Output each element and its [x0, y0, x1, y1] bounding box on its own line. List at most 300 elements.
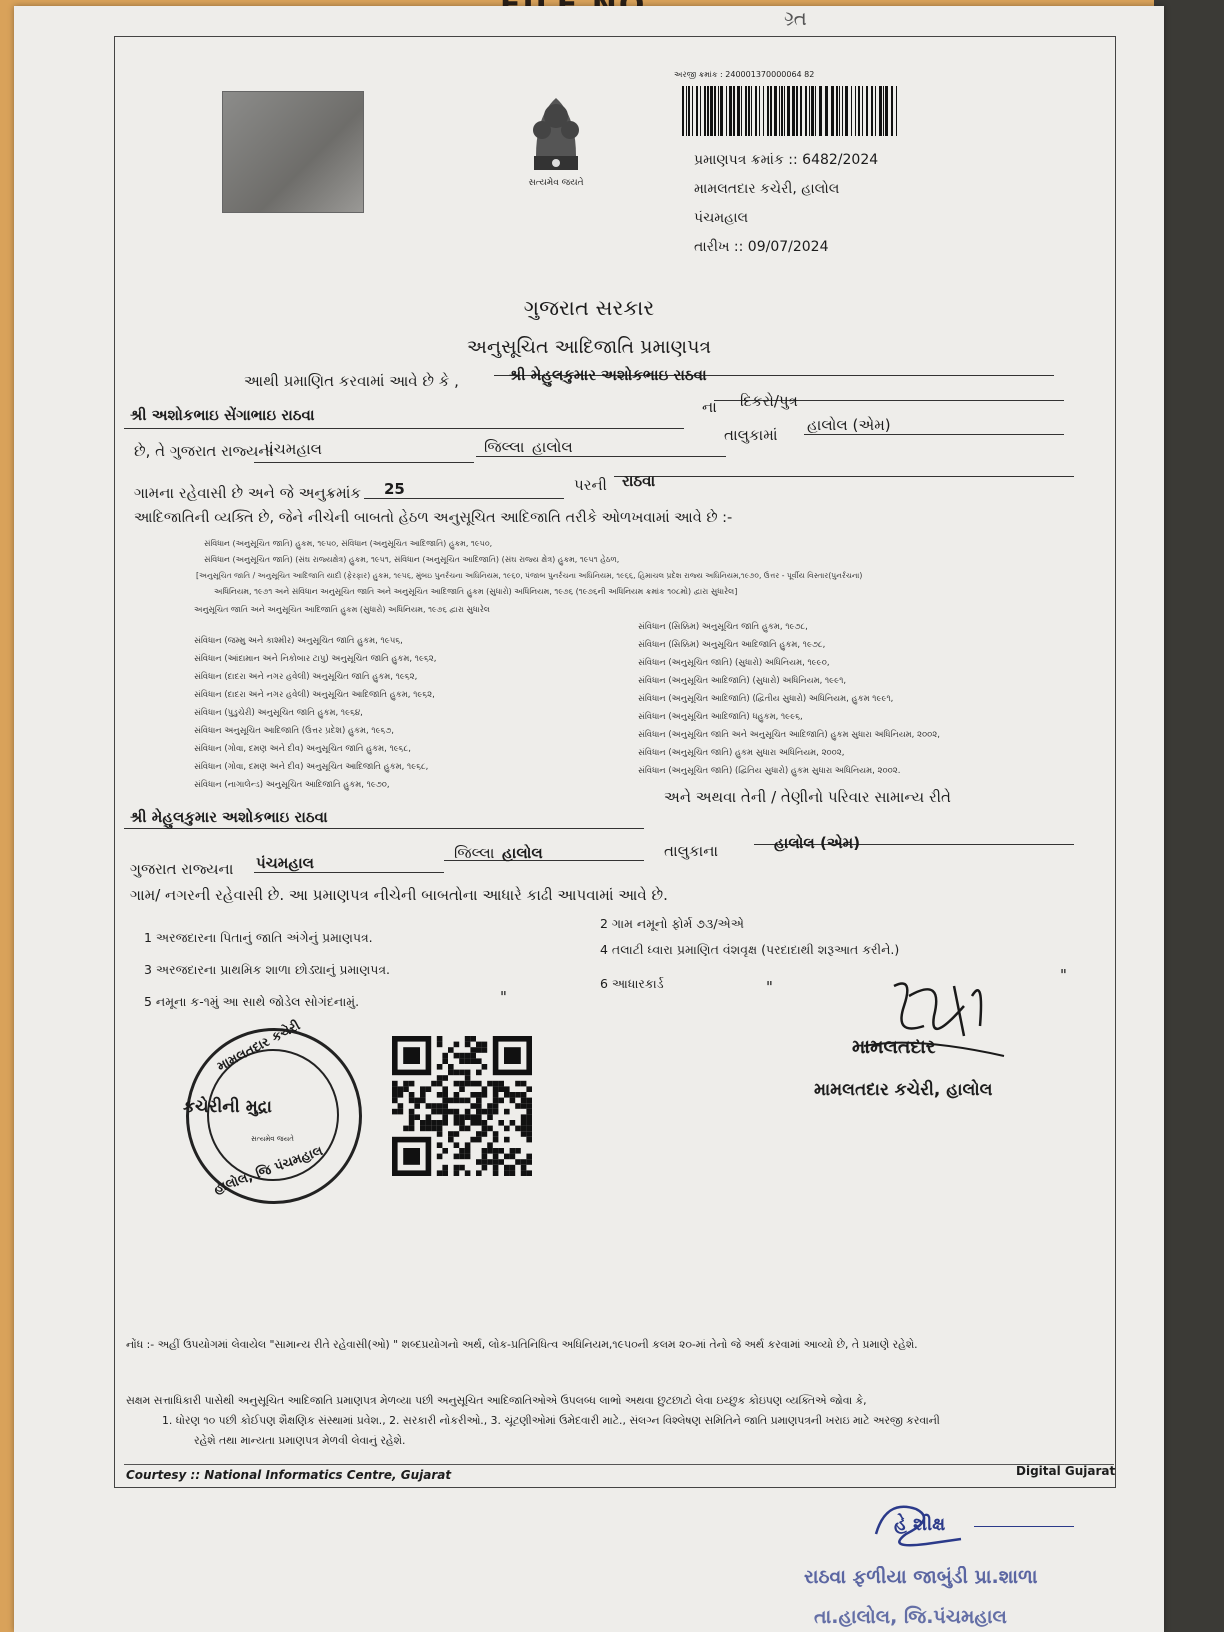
barcode-bar: [855, 86, 856, 136]
stamp-top-text: મામલતદાર કચેરી: [214, 1018, 303, 1075]
qr-module: [504, 1109, 510, 1115]
qr-module: [487, 1142, 493, 1148]
doc-1: 1 અરજદારના પિતાનું જાતિ અંગેનું પ્રમાણપત્ર.: [144, 930, 373, 945]
barcode-bar: [733, 86, 735, 136]
qr-module: [437, 1170, 443, 1176]
note-3: 1. ધોરણ ૧૦ પછી કોઈપણ શૈક્ષણિક સંસ્થામાં પ્રવેશ., 2. સરકારી નોકરીઓ., 3. ચૂંટણીઓમાં ઉમેદવારી માટે., સંલગ્ન વિશ્લેષણ સમિતિને જાતિ પ્રમાણપત્રની ખરાઇ માટે અરજી કરવાની: [162, 1414, 940, 1427]
qr-module: [476, 1058, 482, 1064]
qr-module: [426, 1126, 432, 1132]
qr-module: [437, 1075, 443, 1081]
qr-module: [510, 1098, 516, 1104]
qr-module: [482, 1047, 488, 1053]
village-1: હાલોલ (એમ): [807, 416, 891, 434]
qr-module: [459, 1058, 465, 1064]
applicant-name: શ્રી મેહુલકુમાર અશોકભાઇ રાઠવા: [509, 366, 707, 384]
line3-text-c: તાલુકામાં: [724, 426, 778, 444]
qr-module: [493, 1081, 499, 1087]
barcode-bar: [686, 86, 687, 136]
ditto-1: ": [500, 988, 507, 1006]
issuing-district: પંચમહાલ: [694, 210, 749, 226]
note-1: નોંધ :- અહીં ઉપયોગમાં લેવાયેલ "સામાન્ય રીતે રહેવાસી(ઓ) " શબ્દપ્રયોગનો અર્થ, લોક-પ્રતિનિધિત્વ અધિનિયમ,૧૯૫૦ની કલમ ૨૦-માં તેનો જે અર્થ કરવામાં આવ્યો છે, તે પ્રમાણે રહેશે.: [126, 1338, 918, 1351]
national-emblem-icon: [516, 86, 596, 186]
residence-text-b: ગુજરાત રાજ્યના: [130, 860, 234, 878]
qr-module: [403, 1086, 409, 1092]
qr-module: [493, 1170, 499, 1176]
qr-module: [454, 1170, 460, 1176]
barcode-bar: [729, 86, 732, 136]
signature-scribble: [854, 966, 1014, 1076]
certificate-paper: [14, 6, 1164, 1632]
qr-module: [470, 1047, 476, 1053]
line3-text-a: છે, તે ગુજરાત રાજ્યના: [134, 442, 274, 460]
barcode: [682, 78, 902, 138]
barcode-bar: [767, 86, 769, 136]
legal-left-item-5: સંવિધાન (પુડુચેરી) અનુસૂચિત જાતિ હુકમ, ૧૯૬૪,: [194, 708, 363, 718]
certificate-number: પ્રમાણપત્ર ક્રમાંક :: 6482/2024: [694, 152, 879, 168]
barcode-bar: [688, 86, 690, 136]
qr-module: [521, 1170, 527, 1176]
signatory-office: મામલતદાર કચેરી, હાલોલ: [814, 1080, 993, 1100]
endorsement-sig-text: હે શીક્ષ: [894, 1514, 946, 1535]
qr-module: [498, 1159, 504, 1165]
issuing-office: મામલતદાર કચેરી, હાલોલ: [694, 181, 840, 197]
barcode-bar: [805, 86, 807, 136]
barcode-bar: [682, 86, 684, 136]
line3-taluka-line: [476, 436, 726, 457]
line2-na: ના: [702, 398, 717, 416]
barcode-bar: [836, 86, 838, 136]
qr-code: [392, 1036, 532, 1176]
qr-module: [409, 1114, 415, 1120]
caste: રાઠવા: [622, 472, 656, 490]
qr-module: [482, 1064, 488, 1070]
qr-module: [454, 1142, 460, 1148]
qr-module: [493, 1148, 499, 1154]
qr-module: [521, 1126, 527, 1132]
qr-module: [493, 1154, 499, 1160]
qr-module: [409, 1109, 415, 1115]
legal-line-4: અધિનિયમ, ૧૯૭૧ અને સંવિધાન અનુસૂચિત જાતિ અને અનુસૂચિત આદિજાતિ હુકમ (સુધારો) અધિનિયમ, ૧૯૭૬ (૧૯૭૬ની અધિનિયમ ક્રમાંક ૧૦૮મો) દ્વારા સુધારેલ]: [214, 587, 738, 596]
barcode-bar: [796, 86, 798, 136]
barcode-bar: [866, 86, 868, 136]
qr-module: [420, 1086, 426, 1092]
qr-module: [526, 1170, 532, 1176]
qr-module: [487, 1159, 493, 1165]
qr-module: [426, 1120, 432, 1126]
qr-module: [403, 1081, 409, 1087]
qr-module: [504, 1086, 510, 1092]
qr-module: [454, 1042, 460, 1048]
qr-module: [521, 1165, 527, 1171]
qr-module: [437, 1081, 443, 1087]
qr-module: [454, 1165, 460, 1171]
legal-left-item-6: સંવિધાન અનુસૂચિત આદિજાતિ (ઉત્તર પ્રદેશ) હુકમ, ૧૯૬૭,: [194, 726, 395, 736]
qr-module: [526, 1131, 532, 1137]
qr-module: [409, 1081, 415, 1087]
barcode-bar: [891, 86, 893, 136]
qr-module: [470, 1137, 476, 1143]
qr-module: [448, 1047, 454, 1053]
qr-module: [437, 1131, 443, 1137]
qr-module: [498, 1148, 504, 1154]
qr-module: [487, 1081, 493, 1087]
barcode-bar: [748, 86, 750, 136]
qr-module: [504, 1165, 510, 1171]
qr-module: [454, 1131, 460, 1137]
line4-caste-line: [614, 456, 1074, 477]
legal-right-item-7: સંવિધાન (અનુસૂચિત જાતિ અને અનુસૂચિત આદિજાતિ) હુકમ સુધારા અધિનિયમ, ૨૦૦૨,: [638, 730, 940, 740]
barcode-bar: [879, 86, 882, 136]
residence-name: શ્રી મેહુલકુમાર અશોકભાઇ રાઠવા: [130, 808, 328, 826]
barcode-bar: [779, 86, 780, 136]
qr-module: [482, 1154, 488, 1160]
qr-module: [437, 1103, 443, 1109]
qr-module: [392, 1092, 398, 1098]
qr-module: [409, 1098, 415, 1104]
qr-module: [442, 1170, 448, 1176]
qr-module: [470, 1114, 476, 1120]
qr-module: [414, 1098, 420, 1104]
qr-module: [465, 1114, 471, 1120]
qr-module: [470, 1036, 476, 1042]
qr-module: [515, 1159, 521, 1165]
qr-module: [515, 1081, 521, 1087]
qr-module: [437, 1042, 443, 1048]
qr-module: [487, 1114, 493, 1120]
qr-module: [482, 1159, 488, 1165]
legal-line-5: અનુસૂચિત જાતિ અને અનુસૂચિત આદિજાતિ હુકમ (સુધારો) અધિનિયમ, ૧૯૭૬ દ્વારા સુધારેલ: [194, 605, 490, 614]
barcode-bar: [707, 86, 709, 136]
qr-module: [504, 1154, 510, 1160]
qr-module: [454, 1114, 460, 1120]
qr-module: [510, 1148, 516, 1154]
qr-module: [476, 1170, 482, 1176]
qr-module: [476, 1109, 482, 1115]
district-1: પંચમહાલ: [264, 440, 323, 458]
qr-module: [465, 1148, 471, 1154]
qr-module: [454, 1070, 460, 1076]
qr-module: [465, 1042, 471, 1048]
qr-finder: [504, 1047, 521, 1064]
qr-module: [465, 1126, 471, 1132]
qr-module: [521, 1159, 527, 1165]
note-2: સક્ષમ સત્તાધિકારી પાસેથી અનુસૂચિત આદિજાતિ પ્રમાણપત્ર મેળવ્યા પછી અનુસૂચિત આદિજાતિઓએ ઉપલબ્ધ લાભો અથવા છુટછાટો લેવા ઇચ્છુક કોઇપણ વ્યક્તિએ જોવા કે,: [126, 1394, 867, 1407]
qr-module: [465, 1098, 471, 1104]
barcode-bar: [800, 86, 802, 136]
qr-module: [454, 1081, 460, 1087]
qr-module: [459, 1098, 465, 1104]
barcode-bar: [819, 86, 822, 136]
qr-module: [521, 1098, 527, 1104]
barcode-bar: [858, 86, 860, 136]
doc-6: 6 આધારકાર્ડ: [600, 976, 664, 991]
legal-line-2: સંવિધાન (અનુસૂચિત જાતિ) (સંઘ રાજ્યક્ષેત્ર) હુકમ, ૧૯૫૧, સંવિધાન (અનુસૂચિત આદિજાતિ) (સંઘ રાજ્ય ક્ષેત્ર) હુકમ, ૧૯૫૧ હેઠળ,: [204, 555, 620, 564]
qr-module: [498, 1098, 504, 1104]
legal-right-item-4: સંવિધાન (અનુસૂચિત આદિજાતિ) (સુધારો) અધિનિયમ, ૧૯૯૧,: [638, 676, 847, 686]
relation: દિકરો/પુત્ર: [740, 392, 798, 410]
qr-module: [526, 1086, 532, 1092]
legal-left-item-3: સંવિધાન (દાદરા અને નગર હવેલી) અનુસૂચિત જાતિ હુકમ, ૧૯૬૨,: [194, 672, 418, 682]
barcode-bar: [710, 86, 713, 136]
qr-module: [493, 1137, 499, 1143]
qr-module: [431, 1103, 437, 1109]
qr-module: [437, 1142, 443, 1148]
qr-module: [459, 1081, 465, 1087]
qr-module: [526, 1103, 532, 1109]
qr-module: [465, 1058, 471, 1064]
qr-module: [482, 1042, 488, 1048]
qr-module: [454, 1109, 460, 1115]
qr-module: [459, 1148, 465, 1154]
qr-module: [459, 1086, 465, 1092]
qr-module: [504, 1170, 510, 1176]
qr-module: [504, 1126, 510, 1132]
qr-module: [482, 1165, 488, 1171]
father-name: શ્રી અશોકભાઇ સેંગાભાઇ રાઠવા: [130, 406, 315, 424]
qr-module: [482, 1126, 488, 1132]
qr-module: [482, 1092, 488, 1098]
qr-module: [459, 1120, 465, 1126]
qr-module: [465, 1075, 471, 1081]
qr-module: [476, 1103, 482, 1109]
qr-module: [409, 1126, 415, 1132]
certificate-title: અનુસૂચિત આદિજાતિ પ્રમાણપત્ર: [466, 336, 712, 358]
legal-right-item-3: સંવિધાન (અનુસૂચિત જાતિ) (સુધારો) અધિનિયમ, ૧૯૯૦,: [638, 658, 830, 668]
barcode-bar: [759, 86, 760, 136]
qr-module: [476, 1137, 482, 1143]
qr-module: [493, 1092, 499, 1098]
qr-module: [442, 1098, 448, 1104]
barcode-bar: [745, 86, 747, 136]
qr-module: [476, 1098, 482, 1104]
qr-module: [493, 1131, 499, 1137]
qr-module: [414, 1103, 420, 1109]
barcode-bar: [885, 86, 888, 136]
qr-module: [470, 1092, 476, 1098]
emblem-caption: સત્યમેવ જયતે: [528, 178, 584, 188]
endorsement-line: [974, 1526, 1074, 1527]
qr-module: [426, 1114, 432, 1120]
qr-module: [465, 1081, 471, 1087]
barcode-bar: [845, 86, 848, 136]
qr-module: [426, 1086, 432, 1092]
qr-module: [493, 1103, 499, 1109]
school-stamp-line1: રાઠવા ફળીયા જાબુંડી પ્રા.શાળા: [804, 1566, 1038, 1588]
qr-module: [437, 1154, 443, 1160]
line4-text-b: પરની: [574, 476, 607, 494]
qr-module: [476, 1081, 482, 1087]
qr-module: [459, 1114, 465, 1120]
barcode-bar: [851, 86, 852, 136]
barcode-bar: [784, 86, 785, 136]
qr-module: [521, 1103, 527, 1109]
qr-module: [409, 1120, 415, 1126]
taluka-1: હાલોલ: [532, 438, 573, 456]
qr-module: [437, 1120, 443, 1126]
qr-module: [510, 1170, 516, 1176]
barcode-bar: [809, 86, 810, 136]
qr-module: [476, 1092, 482, 1098]
residence-text-c: જિલ્લા: [454, 844, 495, 862]
qr-module: [392, 1098, 398, 1104]
qr-module: [476, 1047, 482, 1053]
qr-module: [414, 1114, 420, 1120]
line5-text: આદિજાતિની વ્યક્તિ છે, જેને નીચેની બાબતો હેઠળ અનુસૂચિત આદિજાતિ તરીકે ઓળખવામાં આવે છે :-: [134, 510, 733, 526]
qr-module: [420, 1126, 426, 1132]
qr-module: [482, 1120, 488, 1126]
barcode-bar: [692, 86, 693, 136]
barcode-bar: [700, 86, 701, 136]
qr-module: [493, 1109, 499, 1115]
qr-module: [448, 1109, 454, 1115]
qr-module: [470, 1081, 476, 1087]
qr-module: [459, 1126, 465, 1132]
barcode-bar: [696, 86, 698, 136]
qr-module: [442, 1165, 448, 1171]
qr-module: [515, 1092, 521, 1098]
qr-module: [470, 1120, 476, 1126]
legal-left-item-8: સંવિધાન (ગોવા, દમણ અને દીવ) અનુસૂચિત આદિજાતિ હુકમ, ૧૯૬૮,: [194, 762, 429, 772]
qr-module: [476, 1114, 482, 1120]
barcode-bar: [714, 86, 716, 136]
barcode-bar: [831, 86, 834, 136]
signatory-title: મામલતદાર: [852, 1036, 936, 1058]
barcode-bar: [763, 86, 764, 136]
qr-module: [476, 1070, 482, 1076]
qr-module: [493, 1098, 499, 1104]
legal-left-item-1: સંવિધાન (જમ્મુ અને કાશ્મીર) અનુસૂચિત જાતિ હુકમ, ૧૯૫૬,: [194, 636, 403, 646]
residence-text-a: અને અથવા તેની / તેણીનો પરિવાર સામાન્ય રીતે: [664, 788, 951, 806]
barcode-bar: [883, 86, 884, 136]
legal-list-right: [638, 618, 940, 780]
barcode-bar: [815, 86, 816, 136]
qr-module: [526, 1120, 532, 1126]
barcode-bar: [741, 86, 742, 136]
qr-module: [398, 1092, 404, 1098]
ditto-3: ": [1060, 966, 1067, 984]
legal-right-item-1: સંવિધાન (સિક્કિમ) અનુસૂચિત જાતિ હુકમ, ૧૯૭૮,: [638, 622, 808, 632]
qr-module: [510, 1165, 516, 1171]
qr-module: [465, 1070, 471, 1076]
qr-module: [487, 1126, 493, 1132]
qr-module: [515, 1103, 521, 1109]
barcode-bar: [871, 86, 873, 136]
qr-module: [420, 1092, 426, 1098]
qr-module: [470, 1103, 476, 1109]
legal-right-item-8: સંવિધાન (અનુસૂચિત જાતિ) હુકમ સુધારા અધિનિયમ, ૨૦૦૨,: [638, 748, 845, 758]
doc-5: 5 નમૂના ક-૧મું આ સાથે જોડેલ સોગંદનામું.: [144, 994, 360, 1009]
qr-module: [504, 1137, 510, 1143]
legal-line-3: [અનુસૂચિત જાતિ / અનુસૂચિત આદિજાતિ યાદી (ફેરફાર) હુકમ, ૧૯૫૬, મુંબઇ પુનર્રચના અધિનિયમ, ૧૯૬૦, પંજાબ પુનર્રચના અધિનિયમ, ૧૯૬૬, હિમાચલ પ્રદેશ રાજ્ય અધિનિયમ,૧૯૭૦, ઉત્તર - પૂર્વીય વિસ્તાર(પુનર્રચના): [196, 571, 863, 580]
qr-module: [470, 1058, 476, 1064]
qr-module: [442, 1120, 448, 1126]
qr-module: [448, 1098, 454, 1104]
qr-module: [526, 1137, 532, 1143]
issue-date: તારીખ :: 09/07/2024: [694, 239, 829, 255]
qr-module: [442, 1086, 448, 1092]
footer-digital-gujarat: Digital Gujarat: [1016, 1464, 1116, 1478]
qr-module: [431, 1126, 437, 1132]
barcode-bar: [825, 86, 828, 136]
barcode-bar: [718, 86, 719, 136]
stamp-center-text: કચેરીની મુદ્રા: [183, 1097, 272, 1117]
applicant-photo: [222, 91, 364, 213]
application-number: અરજી ક્રમાંક : 240001370000064 82: [674, 70, 815, 79]
qr-module: [476, 1120, 482, 1126]
qr-module: [521, 1131, 527, 1137]
barcode-bar: [792, 86, 795, 136]
barcode-bar: [774, 86, 777, 136]
qr-module: [493, 1159, 499, 1165]
qr-module: [459, 1165, 465, 1171]
qr-module: [442, 1148, 448, 1154]
district-2: પંચમહાલ: [256, 854, 315, 872]
school-stamp-line2: તા.હાલોલ, જિ.પંચમહાલ: [814, 1606, 1007, 1628]
qr-module: [493, 1086, 499, 1092]
qr-module: [448, 1131, 454, 1137]
residence-taluka-line: [444, 840, 644, 861]
barcode-bar: [862, 86, 863, 136]
footer-courtesy: Courtesy :: National Informatics Centre, Gujarat: [126, 1468, 452, 1482]
qr-module: [459, 1053, 465, 1059]
barcode-bar: [787, 86, 790, 136]
ditto-2: ": [766, 978, 773, 996]
qr-module: [465, 1142, 471, 1148]
government-title: ગુજરાત સરકાર: [523, 296, 655, 320]
barcode-bar: [811, 86, 814, 136]
line3-text-b: જિલ્લા: [484, 438, 525, 456]
note-4: રહેશે તથા માન્યતા પ્રમાણપત્ર મેળવી લેવાનું રહેશે.: [194, 1434, 406, 1447]
qr-module: [526, 1154, 532, 1160]
footer-divider: [124, 1464, 1114, 1465]
line4-text-a: ગામના રહેવાસી છે અને જે અનુક્રમાંક: [134, 484, 362, 502]
qr-module: [482, 1086, 488, 1092]
qr-module: [431, 1081, 437, 1087]
qr-module: [459, 1070, 465, 1076]
qr-module: [392, 1081, 398, 1087]
qr-module: [510, 1092, 516, 1098]
qr-module: [526, 1098, 532, 1104]
residence-text-e: ગામ/ નગરની રહેવાસી છે. આ પ્રમાણપત્ર નીચેની બાબતોના આધારે કાઢી આપવામાં આવે છે.: [130, 886, 668, 904]
doc-3: 3 અરજદારના પ્રાથમિક શાળા છોડ્યાનું પ્રમાણપત્ર.: [144, 962, 391, 977]
village-2: હાલોલ (એમ): [774, 834, 861, 852]
serial-number: 25: [384, 480, 405, 498]
office-stamp: [183, 1018, 362, 1204]
qr-module: [465, 1109, 471, 1115]
qr-module: [398, 1103, 404, 1109]
qr-module: [493, 1165, 499, 1171]
qr-module: [454, 1120, 460, 1126]
qr-module: [526, 1126, 532, 1132]
legal-right-item-2: સંવિધાન (સિક્કિમ) અનુસૂચિત આદિજાતિ હુકમ, ૧૯૭૮,: [638, 640, 826, 650]
qr-module: [487, 1148, 493, 1154]
qr-finder: [403, 1047, 420, 1064]
qr-module: [504, 1092, 510, 1098]
qr-module: [454, 1053, 460, 1059]
qr-module: [420, 1098, 426, 1104]
qr-module: [442, 1053, 448, 1059]
qr-module: [437, 1092, 443, 1098]
qr-module: [482, 1109, 488, 1115]
qr-module: [515, 1126, 521, 1132]
qr-module: [470, 1053, 476, 1059]
qr-module: [459, 1154, 465, 1160]
corner-handwriting: ગ્ર્ત: [784, 6, 807, 30]
doc-4: 4 તલાટી ધ્વારા પ્રમાણિત વંશવૃક્ષ (પરદાદાથી શરૂઆત કરીને.): [600, 942, 900, 957]
qr-module: [482, 1148, 488, 1154]
background-right: [1154, 0, 1224, 1632]
barcode-bar: [770, 86, 772, 136]
